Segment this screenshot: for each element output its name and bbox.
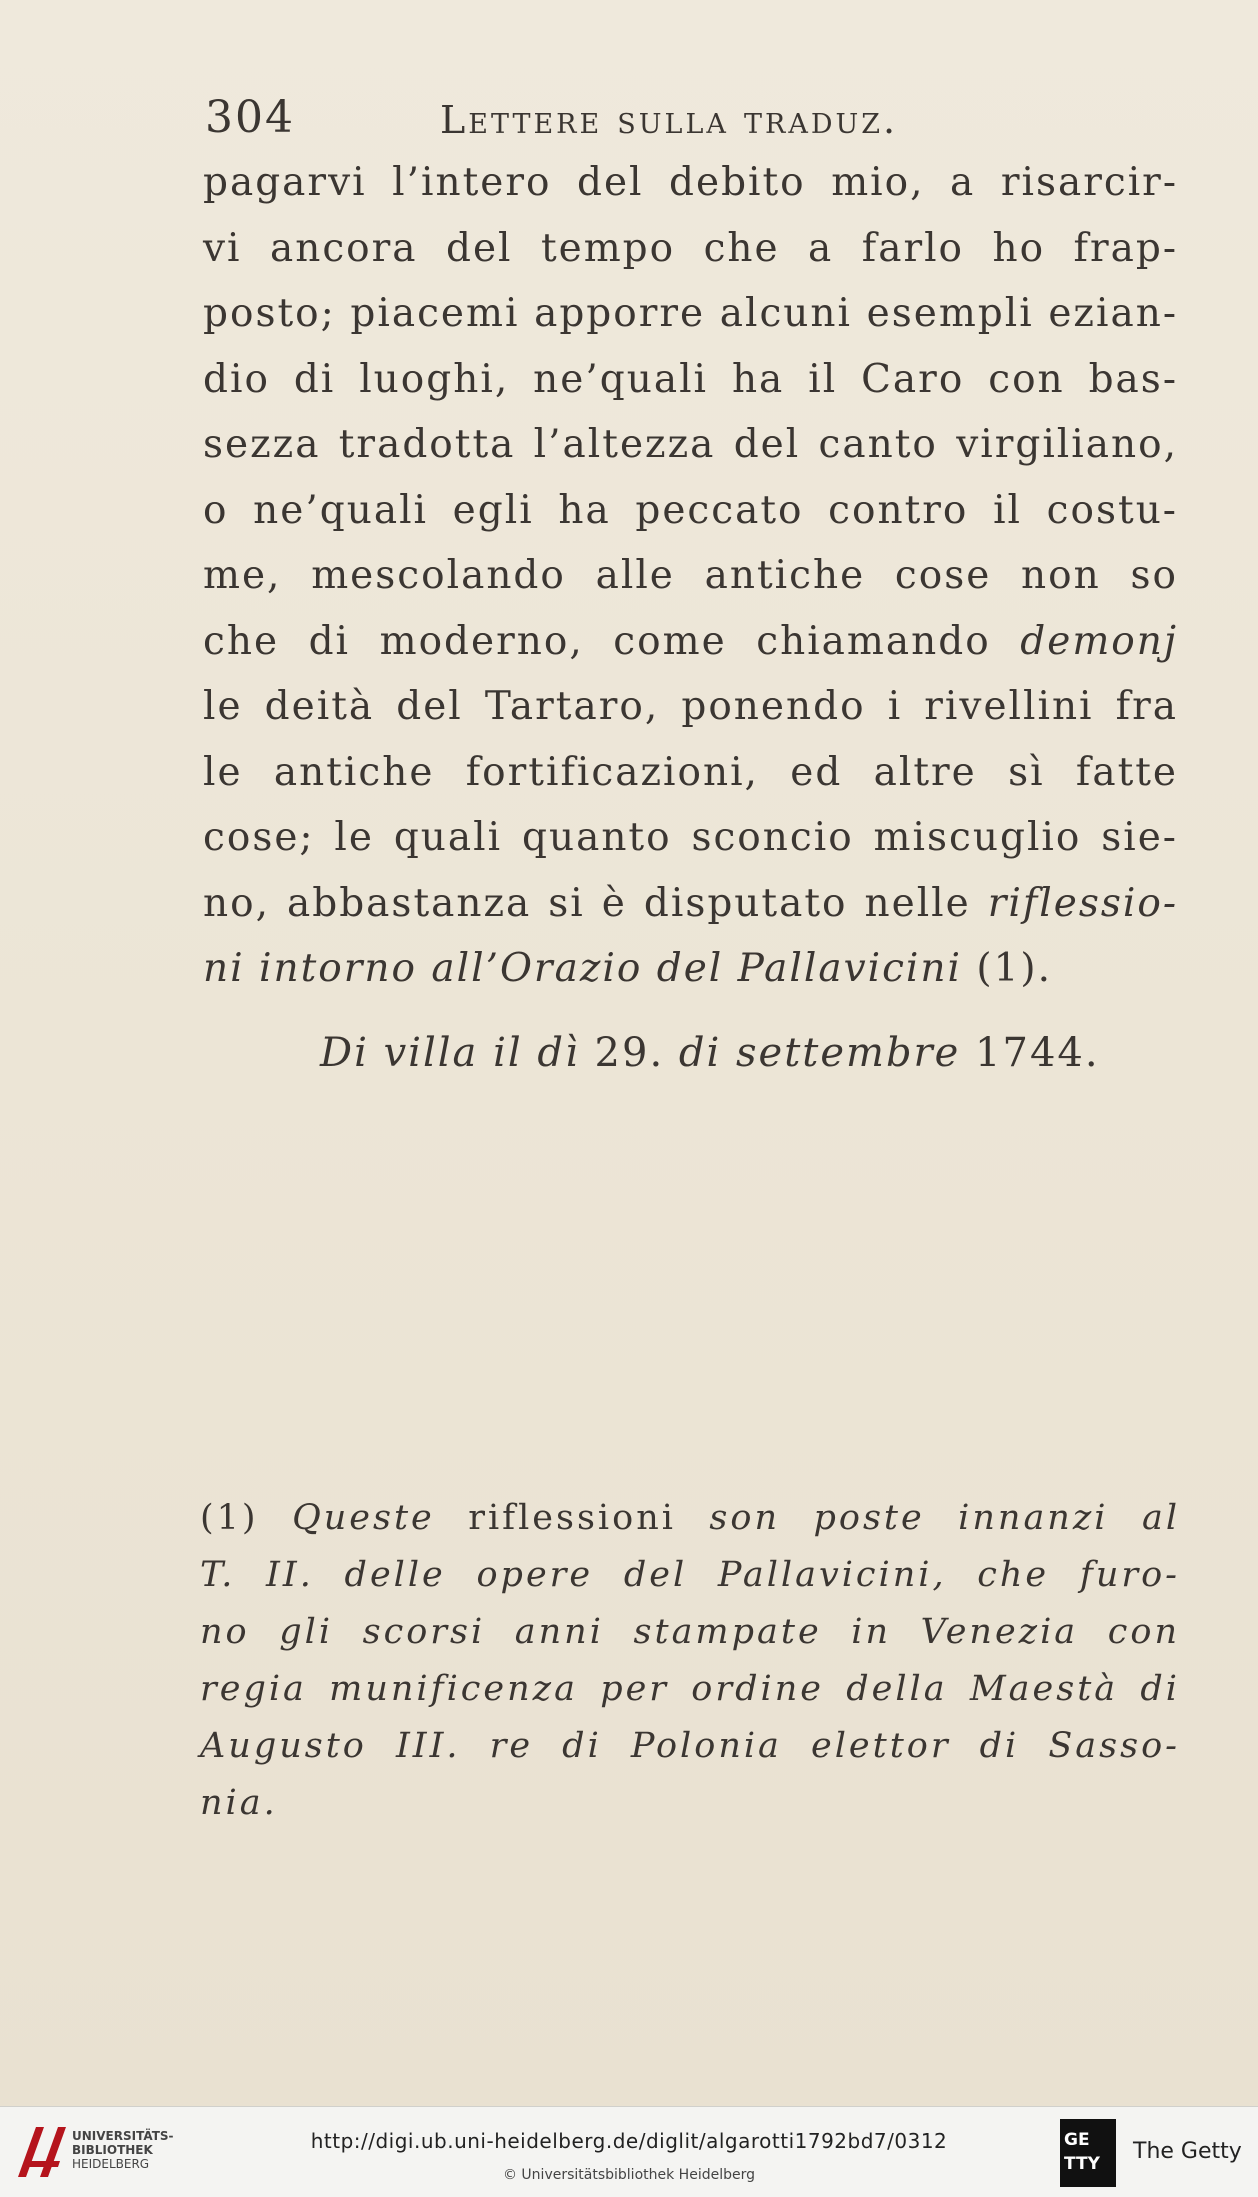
text-line: me, mescolando alle antiche cose non so xyxy=(203,553,1178,598)
text-segment: che di moderno, come chiamando xyxy=(203,618,1021,664)
library-name-line: UNIVERSITÄTS- xyxy=(72,2129,174,2143)
text-line xyxy=(203,871,1178,937)
italic-word: demonj xyxy=(1020,618,1178,664)
getty-name: The Getty xyxy=(1133,2139,1242,2164)
italic-title: ni intorno all’Orazio del Pallavicini xyxy=(203,946,962,991)
text-line: pagarvi l’intero del debito mio, a risarcir- xyxy=(203,160,1178,205)
dateline-month: di settembre xyxy=(678,1030,961,1076)
footnote-line: no gli scorsi anni stampate in Venezia con xyxy=(200,1612,1180,1652)
library-name-line: BIBLIOTHEK xyxy=(72,2143,153,2157)
text-segment: Queste xyxy=(292,1498,435,1538)
copyright-notice: © Universitätsbibliothek Heidelberg xyxy=(502,2167,755,2183)
getty-logo-icon[interactable] xyxy=(1060,2119,1116,2187)
viewer-footer xyxy=(0,2106,1258,2197)
permalink-url[interactable]: http://digi.ub.uni-heidelberg.de/diglit/algarotti1792bd7/0312 xyxy=(310,2129,948,2153)
text-line: dio di luoghi, ne’quali ha il Caro con bas- xyxy=(203,356,1178,402)
footnote-line: nia. xyxy=(200,1783,278,1823)
text-segment: son poste innanzi al xyxy=(709,1498,1181,1538)
running-title: Lettere sulla traduz. xyxy=(440,98,899,142)
text-line xyxy=(203,936,1178,1002)
page-number: 304 xyxy=(205,92,295,143)
footnote-line: Augusto III. re di Polonia elettor di Sasso- xyxy=(200,1726,1180,1766)
text-segment: no, abbastanza si è disputato nelle xyxy=(203,880,988,926)
text-line: posto; piacemi apporre alcuni esempli ezian- xyxy=(203,291,1178,336)
footnote xyxy=(200,1490,1180,1832)
page-header xyxy=(205,92,1155,152)
text-line: vi ancora del tempo che a farlo ho frap- xyxy=(203,225,1178,271)
footnote-line xyxy=(200,1490,1180,1547)
text-line: le antiche fortificazioni, ed altre sì fatte xyxy=(203,749,1178,795)
dateline xyxy=(320,1030,1140,1076)
getty-mark-top: GE xyxy=(1064,2130,1090,2150)
text-line xyxy=(203,609,1178,675)
text-line: le deità del Tartaro, ponendo i rivellini fra xyxy=(203,684,1178,729)
italic-word: riflessio- xyxy=(987,880,1178,926)
getty-mark-bottom: TTY xyxy=(1064,2154,1100,2174)
text-line: cose; le quali quanto sconcio miscuglio sie- xyxy=(203,815,1178,860)
main-text xyxy=(203,150,1178,1002)
footnote-line: T. II. delle opere del Pallavicini, che furo- xyxy=(200,1555,1180,1595)
text-line: o ne’quali egli ha peccato contro il costu- xyxy=(203,487,1178,533)
dateline-place: Di villa il dì xyxy=(320,1030,580,1076)
footnote-marker: (1) xyxy=(200,1498,293,1538)
text-line: sezza tradotta l’altezza del canto virgiliano, xyxy=(203,422,1178,467)
dateline-year: 1744. xyxy=(960,1030,1100,1076)
text-segment: (1). xyxy=(962,946,1053,991)
text-segment: riflessioni xyxy=(434,1498,710,1538)
footnote-line: regia munificenza per ordine della Maestà di xyxy=(200,1669,1180,1709)
library-name-line: HEIDELBERG xyxy=(72,2157,150,2171)
dateline-day: 29. xyxy=(579,1030,679,1076)
